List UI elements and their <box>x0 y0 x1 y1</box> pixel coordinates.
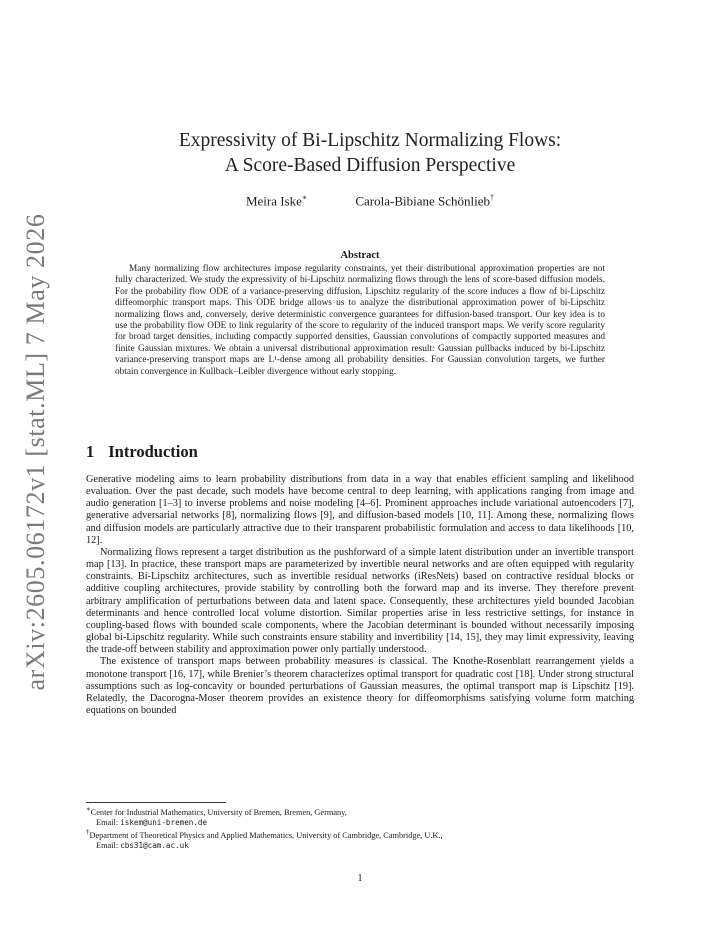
author-list <box>100 193 640 209</box>
email-address[interactable]: iskem@uni-bremen.de <box>120 817 208 827</box>
paper-title <box>100 128 640 178</box>
title-line-1: Expressivity of Bi-Lipschitz Normalizing Flows: <box>178 130 562 151</box>
author-mark: ∗ <box>301 193 308 202</box>
section-heading <box>86 442 198 462</box>
footnote-2-affiliation <box>86 828 634 841</box>
footnote-2-email <box>86 841 634 851</box>
author-mark: † <box>490 193 495 202</box>
abstract-text: Many normalizing flow architectures impose regularity constraints, yet their distributional approximation properties are not fully characterized. We study the expressivity of bi-Lipschitz normalizing flows through the lens of score-based diffusion models. For the probability flow ODE of a variance-preserving diffusion, Lipschitz regularity of the score induces a flow of bi-Lipschitz diffeomorphic transport maps. This ODE bridge allows us to analyze the distributional approximation power of bi-Lipschitz normalizing flows and, conversely, derive deterministic convergence guarantees for diffusion-based transport. Our key idea is to use the probability flow ODE to link regularity of the score to regularity of the induced transport maps. We verify score regularity for broad target densities, including compactly supported densities, Gaussian convolutions of compactly supported measures and finite Gaussian mixtures. We obtain a universal distributional approximation result: Gaussian pullbacks induced by bi-Lipschitz variance-preserving transport maps are L¹-dense among all probability densities. For Gaussian convolution targets, we further obtain convergence in Kullback–Leibler divergence without early stopping. <box>115 264 605 377</box>
footnote-text: Center for Industrial Mathematics, University of Bremen, Bremen, Germany, <box>90 807 347 817</box>
author-1 <box>246 193 307 209</box>
footnote-mark: † <box>86 829 90 837</box>
footnote-1-email <box>86 818 634 828</box>
arxiv-identifier: arXiv:2605.06172v1 [stat.ML] 7 May 2026 <box>21 213 50 691</box>
footnotes <box>86 805 634 851</box>
email-label: Email: <box>96 841 119 851</box>
paragraph: The existence of transport maps between probability measures is classical. The Knothe-Rosenblatt rearrangement yields a monotone transport [16, 17], while Brenier’s theorem characterizes optimal transport for quadratic cost [18]. Under strong structural assumptions such as log-concavity or bounded perturbations of Gaussian measures, the optimal transport map is Lipschitz [19]. Relatedly, the Dacorogna-Moser theorem provides an existence theory for diffeomorphisms satisfying volume form matching equations on bounded <box>86 656 634 716</box>
page-number: 1 <box>357 873 363 884</box>
author-name: Meira Iske <box>245 193 302 209</box>
arxiv-sidebar <box>16 213 56 691</box>
author-name: Carola-Bibiane Schönlieb <box>355 193 491 209</box>
paragraph: Normalizing flows represent a target distribution as the pushforward of a simple latent distribution under an invertible transport map [13]. In practice, these transport maps are parameterized by invertible neural networks and are often equipped with regularity constraints. Bi-Lipschitz architectures, such as invertible residual networks (iResNets) based on contractive residual blocks or additive coupling architectures, provide stability by controlling both the forward map and its inverse. They therefore prevent arbitrary amplification of perturbations between data and latent space. Consequently, these architectures yield bounded Jacobian determinants and hence controlled local volume distortion. Similar properties arise in less restrictive settings, for instance in coupling-based flows with bounded scale components, where the Jacobian determinant is bounded without necessarily imposing global bi-Lipschitz regularity. While such constraints ensure stability and invertibility [14, 15], they may limit expressivity, leaving the trade-off between stability and approximation power only partially understood. <box>86 546 634 656</box>
footnote-mark: ∗ <box>86 806 91 813</box>
email-address[interactable]: cbs31@cam.ac.uk <box>120 841 189 851</box>
section-body <box>86 474 634 717</box>
section-title: Introduction <box>108 442 198 461</box>
section-number: 1 <box>86 442 95 461</box>
abstract-heading: Abstract <box>340 250 380 261</box>
footnote-1-affiliation <box>86 805 634 818</box>
title-line-2: A Score-Based Diffusion Perspective <box>224 155 516 176</box>
footnote-divider <box>86 802 226 803</box>
author-2 <box>355 193 494 209</box>
email-label: Email: <box>96 817 119 827</box>
footnote-text: Department of Theoretical Physics and Applied Mathematics, University of Cambridge, Cambridge, U.K., <box>89 830 443 840</box>
paragraph: Generative modeling aims to learn probability distributions from data in a way that enables efficient sampling and likelihood evaluation. Over the past decade, such models have become central to deep learning, with applications ranging from image and audio generation [1–3] to inverse problems and noise modeling [4–6]. Prominent approaches include variational autoencoders [7], generative adversarial networks [8], normalizing flows [9], and diffusion-based models [10, 11]. Among these, normalizing flows and diffusion models are particularly attractive due to their transparent probabilistic formulation and access to data likelihoods [10, 12]. <box>86 474 634 546</box>
